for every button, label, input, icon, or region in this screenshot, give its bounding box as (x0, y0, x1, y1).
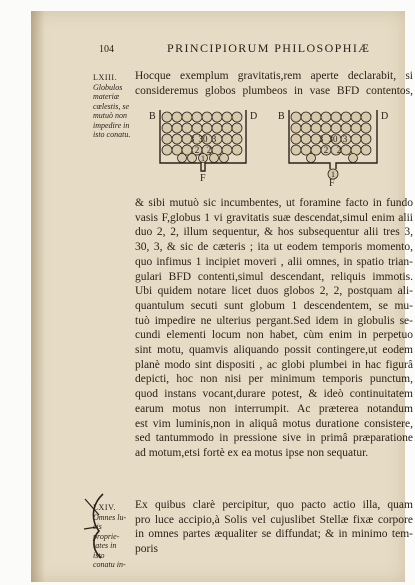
margin-line: materiæ (93, 92, 120, 101)
vessel-figure-full (149, 105, 259, 183)
label-d: D (250, 111, 258, 122)
margin-line: mutuò non (93, 111, 127, 120)
text-line: cundi elementi locum non habet, cùm enim in perpetuo (135, 329, 413, 342)
book-page (31, 11, 413, 582)
margin-line: cœlestis, se (93, 101, 129, 111)
text-line: pro luce accipio,à Solis vel cujuslibet Stellæ fixæ corpore (135, 513, 413, 526)
text-line: Ex quibus clarè percipitur, quo pacto actio illa, quam (135, 499, 413, 511)
margin-line: cis proprie- (93, 522, 120, 541)
label-b: B (149, 111, 156, 122)
margin-line: conatu in- (93, 560, 126, 569)
label-f: F (329, 178, 335, 187)
label-d: D (381, 111, 389, 122)
paragraph-lxiv (135, 498, 413, 557)
margin-line: isto conatu. (93, 130, 131, 139)
page-number: 104 (99, 44, 114, 55)
text-line: tuò impedire ne ulterius pergant.Sed idem in globulis se- (135, 314, 413, 327)
margin-line: Globulos (93, 82, 123, 92)
text-line: in omnes partes æqualiter se diffundat; & in minimo tem- (135, 528, 413, 541)
text-line: consideremus globos plumbeos in vase BFD contentos, (135, 84, 413, 97)
paragraph-main (135, 196, 413, 461)
text-line: quantulum secuti sunt globum 1 descendentem, se mu- (135, 299, 413, 312)
margin-note-lxiii (93, 73, 131, 140)
text-line: earum motus non interrumpit. Ac præterea notandum (135, 402, 413, 415)
ball-number: 3 (189, 134, 195, 144)
catchword: poris (135, 543, 158, 556)
text-line: ad motum,etsi fortè ex ea motus ipse non sequatur. (135, 446, 369, 459)
text-line: gulari BFD contenti,simul descendant, reliquis immotis. (135, 270, 413, 283)
lead-balls (291, 112, 371, 179)
paragraph-intro (135, 69, 413, 98)
margin-note-lxiv (93, 503, 129, 570)
text-line: 30, 3, & sic de cæteris ; ita ut eodem temporis momento, (135, 241, 413, 254)
text-line: Hocque exemplum gravitatis,rem aperte declarabit, si (135, 70, 413, 82)
label-b: B (278, 111, 285, 122)
ball-number: 30 (328, 134, 338, 144)
ball-number: 2 (323, 145, 329, 155)
margin-line: impedire in (93, 120, 130, 130)
margin-line: Omnes lu- (93, 512, 127, 522)
ball-number: 1 (331, 170, 335, 179)
vessel-figure-falling (278, 105, 390, 187)
section-number: LXIII. (93, 73, 118, 82)
text-line: duo 2, 2, illum sequentur, & hos subsequentur alii tres 3, (135, 226, 413, 239)
text-line: sint motu, quamvis aliquando possit contingere,ut eodem (135, 344, 413, 357)
ball-number: 30 (198, 134, 208, 144)
text-line: depicti, hoc non nisi per minimum temporis punctum, (135, 373, 413, 386)
label-f: F (200, 173, 206, 183)
text-line: Ubi quidem notare licet duos globos 2, 2, postquam ali- (135, 285, 413, 298)
ball-number: 3 (318, 134, 324, 144)
ball-number: 2 (336, 145, 342, 155)
text-line: & sibi mutuò sic incumbentes, ut foramine facto in fundo (135, 197, 413, 209)
text-line: est vim luminis,non in aliquâ motus duratione consistere, (135, 417, 413, 430)
ball-number: 2 (206, 145, 212, 155)
ball-number: 3 (342, 134, 348, 144)
text-line: vasis F,globus 1 vi gravitatis suæ descendat,simul enim alii (135, 211, 413, 224)
ball-number: 2 (194, 145, 200, 155)
running-head: PRINCIPIORUM PHILOSOPHIÆ (167, 41, 371, 55)
text-line: quo infimus 1 incipiet moveri , alii omnes, in spatio trian- (135, 255, 413, 268)
margin-line: tates in isto (93, 541, 117, 560)
text-line: planè modo sint dispositi , ac globi plumbei in hac figurâ (135, 358, 413, 371)
text-line: sed tantummodo in pressione sive in primâ præparatione (135, 432, 413, 445)
section-number: LXIV. (93, 503, 117, 512)
text-line: quod instans vocant,durare potest, & ideò continuitatem (135, 388, 413, 401)
ball-number: 1 (201, 154, 205, 163)
ball-number: 3 (211, 134, 217, 144)
